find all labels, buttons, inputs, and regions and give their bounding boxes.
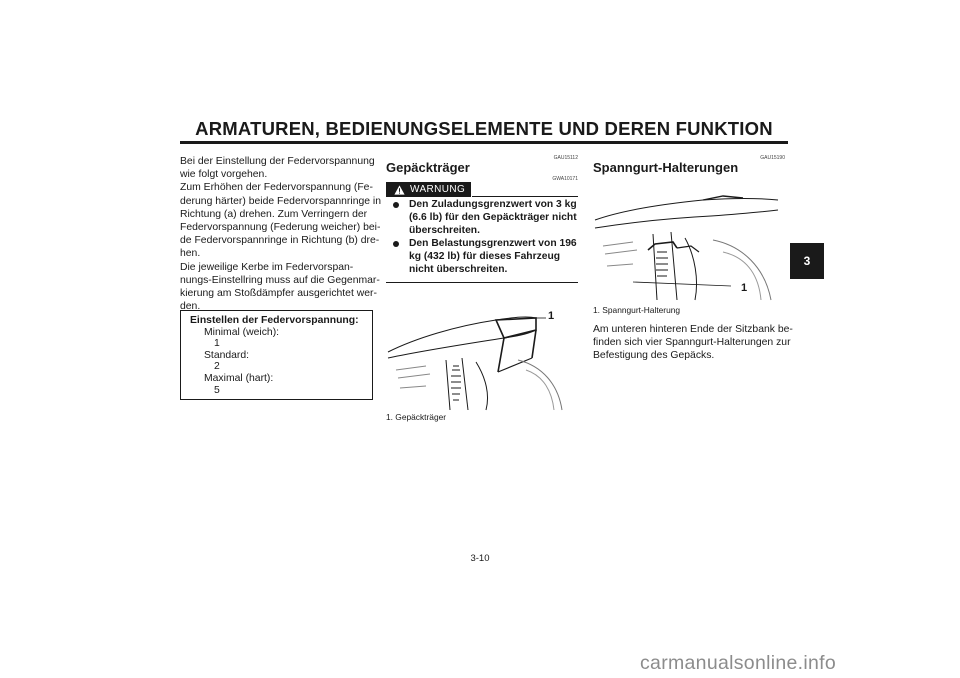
warning-icon [394,185,405,195]
section-code: GAU15112 [553,155,578,161]
figure-caption: 1. Spanngurt-Halterung [593,305,681,315]
text-line: derung härter) beide Federvorspannringe in [180,195,382,207]
spec-value-max: 5 [214,384,220,396]
strap-holder-illustration [593,190,785,302]
callout-number: 1 [741,282,748,294]
section-title-strap-holders: Spanngurt-Halterungen [593,160,739,175]
warning-line: kg (432 lb) für dieses Fahrzeug [409,251,561,263]
spec-value-standard: 2 [214,361,220,373]
text-line: kierung am Stoßdämpfer ausgerichtet wer- [180,288,377,300]
warning-line: überschreiten. [409,224,480,236]
bullet-icon [393,241,399,247]
chapter-tab[interactable]: 3 [790,243,824,279]
text-line: wie folgt vorgehen. [180,169,268,181]
warning-label: WARNUNG [410,184,466,195]
text-line: Befestigung des Gepäcks. [593,350,715,362]
text-line: Bei der Einstellung der Federvorspannung [180,156,375,167]
bullet-icon [393,202,399,208]
warning-code: GWA10171 [552,176,578,182]
warning-rule [472,196,578,197]
text-line: Richtung (a) drehen. Zum Verringern der [180,208,368,220]
warning-line: nicht überschreiten. [409,263,508,275]
spec-title: Einstellen der Federvorspannung: [190,315,359,326]
warning-line: Den Zuladungsgrenzwert von 3 kg [409,199,577,210]
text-line: Am unteren hinteren Ende der Sitzbank be- [593,324,793,335]
list-item [386,238,578,276]
warning-list [386,199,578,278]
figure-caption: 1. Gepäckträger [386,412,447,422]
watermark-link[interactable]: carmanualsonline.info [640,652,836,674]
spec-label-max: Maximal (hart): [204,372,274,384]
callout-number: 1 [548,310,555,322]
warning-rule [386,282,578,283]
section-title-luggage-rack: Gepäckträger [386,160,470,175]
spec-label-standard: Standard: [204,349,250,361]
warning-line: Den Belastungsgrenzwert von 196 [409,238,577,250]
strap-holders-paragraph [593,323,793,363]
section-code: GAU15190 [760,155,785,161]
list-item [386,199,578,237]
text-line: hen. [180,248,201,260]
spec-box [180,310,373,400]
header-rule [180,141,788,144]
page-title: ARMATUREN, BEDIENUNGSELEMENTE UND DEREN FUNKTION [195,118,773,139]
page-number: 3-10 [470,553,490,564]
warning-line: (6.6 lb) für den Gepäckträger nicht [409,211,577,223]
warning-badge [386,182,471,197]
text-line: de Federvorspannringe in Richtung (b) dre- [180,235,380,247]
text-line: finden sich vier Spanngurt-Halterungen zur [593,337,791,349]
text-line: Die jeweilige Kerbe im Federvorspan- [180,261,354,273]
text-line: den. [180,301,201,313]
text-line: Federvorspannung (Federung weicher) bei- [180,222,381,234]
text-line: nungs-Einstellring muss auf die Gegenmar- [180,274,380,286]
intro-paragraph [180,155,382,313]
spec-value-min: 1 [214,338,220,350]
spec-label-min: Minimal (weich): [204,326,280,338]
text-line: Zum Erhöhen der Federvorspannung (Fe- [180,182,373,194]
